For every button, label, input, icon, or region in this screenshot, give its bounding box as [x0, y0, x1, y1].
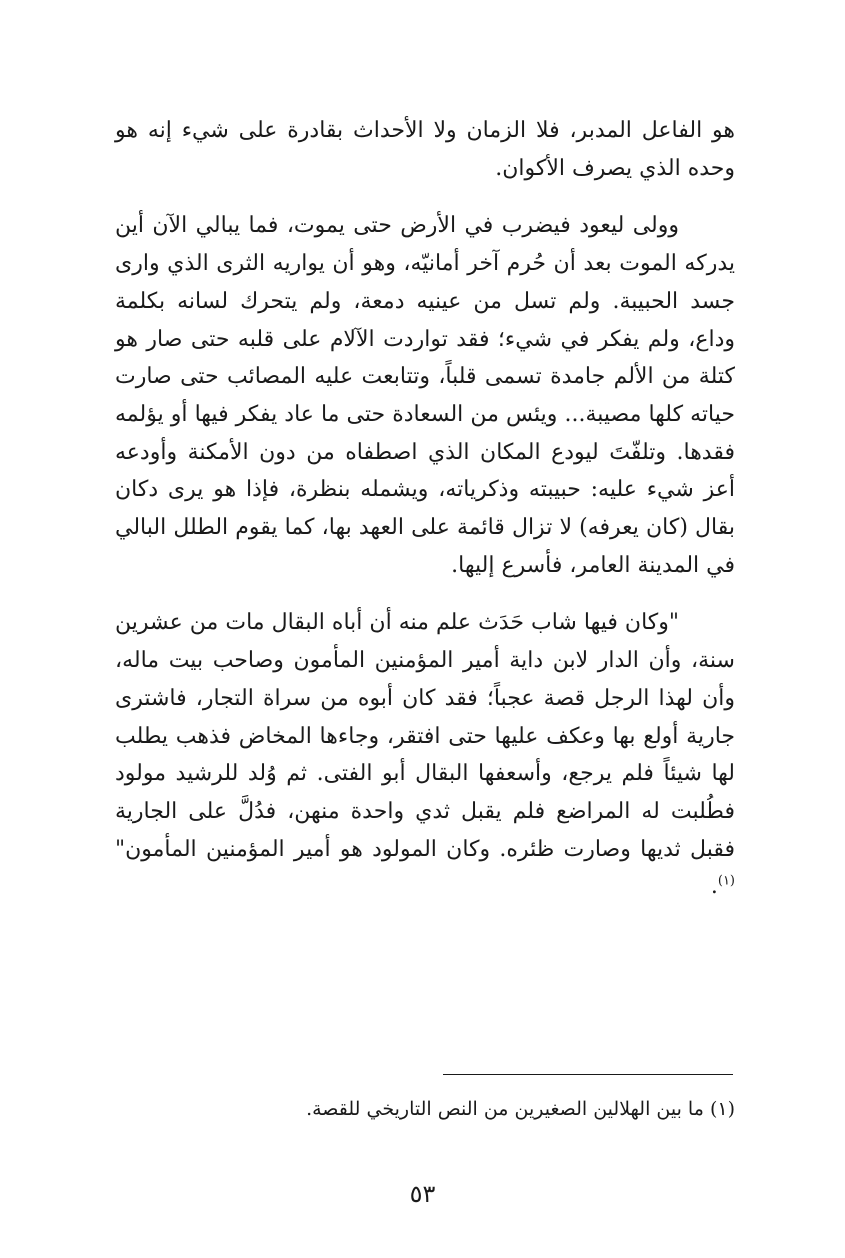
page-number: ٥٣	[409, 1180, 436, 1208]
footnote: (١) ما بين الهلالين الصغيرين من النص التاريخي للقصة.	[306, 1098, 735, 1120]
paragraph-1: هو الفاعل المدبر، فلا الزمان ولا الأحداث بقادرة على شيء إنه هو وحده الذي يصرف الأكوان.	[115, 118, 735, 181]
paragraph-2: وولى ليعود فيضرب في الأرض حتى يموت، فما يبالي الآن أين يدركه الموت بعد أن حُرم آخر أمانيّه، وهو أن يواريه الثرى الذي وارى جسد الحبيبة. ولم تسل من عينيه دمعة، ولم يتحرك لسانه بكلمة وداع، ولم يفكر في شيء؛ فقد تواردت الآلام على قلبه حتى صار هو كتلة من الألم جامدة تسمى قلباً، وتتابعت عليه المصائب حتى صارت حياته كلها مصيبة... ويئس من السعادة حتى ما عاد يفكر فيها أو يؤلمه فقدها. وتلفّتَ ليودع المكان الذي اصطفاه من دون الأمكنة وأودعه أعز شيء عليه: حبيبته وذكرياته، ويشمله بنظرة، فإذا هو يرى دكان بقال (كان يعرفه) لا تزال قائمة على العهد بها، كما يقوم الطلل البالي في المدينة العامر، فأسرع إليها.	[115, 213, 735, 578]
footnote-reference[interactable]: (١)	[717, 874, 735, 890]
footnote-separator	[443, 1074, 733, 1075]
body-text	[115, 112, 735, 906]
paragraph-3-text: "وكان فيها شاب حَدَث علم منه أن أباه البقال مات من عشرين سنة، وأن الدار لابن داية أمير المؤمنين المأمون وصاحب بيت ماله، وأن لهذا الرجل قصة عجباً؛ فقد كان أبوه من سراة التجار، فاشترى جارية أولع بها وعكف عليها حتى افتقر، وجاءها المخاض فذهب يطلب لها شيئاً فلم يرجع، وأسعفها البقال أبو الفتى. ثم وُلد للرشيد مولود فطُلبت له المراضع فلم يقبل ثدي واحدة منهن، فدُلَّ على الجارية فقبل ثديها وصارت ظئره. وكان المولود هو أمير المؤمنين المأمون"	[115, 610, 736, 862]
paragraph-3	[115, 604, 735, 906]
paragraph-3-end: .	[710, 874, 718, 900]
